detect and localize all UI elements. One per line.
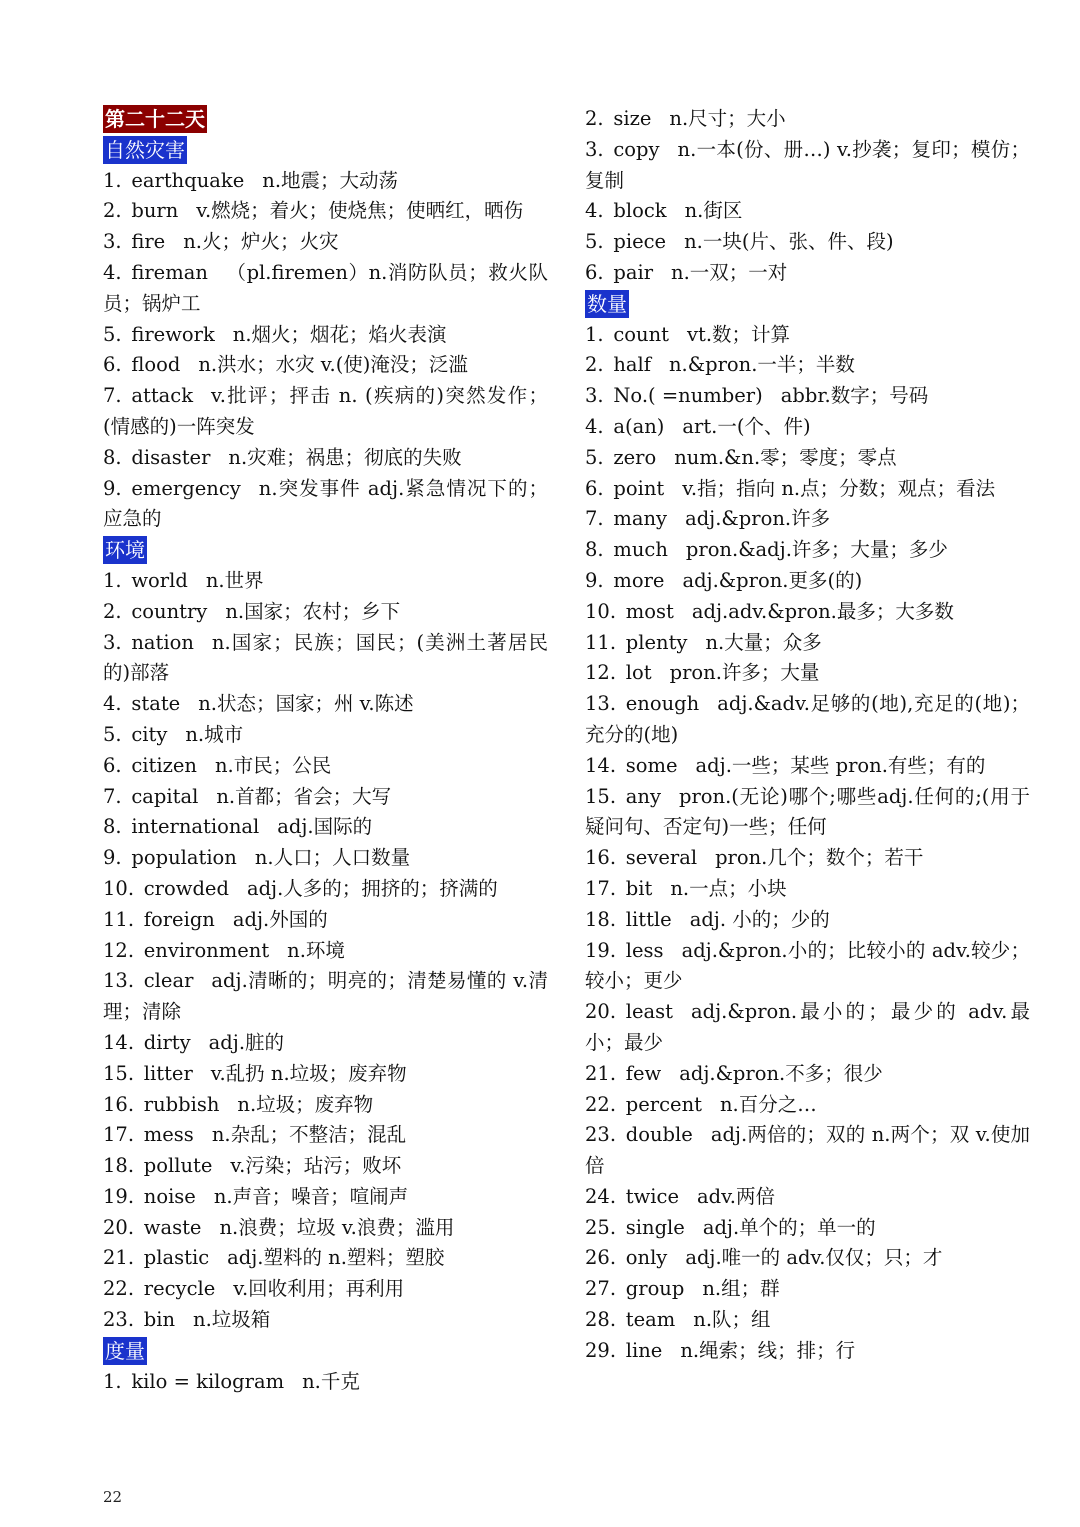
entry-number: 25. bbox=[585, 1215, 617, 1239]
entry-number: 6. bbox=[103, 353, 122, 377]
entry-definition: adj.脏的 bbox=[208, 1030, 285, 1054]
entry-definition: adv.两倍 bbox=[697, 1184, 776, 1208]
entry-word: copy bbox=[613, 137, 660, 161]
entry-word: some bbox=[625, 753, 678, 777]
entry-word: zero bbox=[613, 445, 657, 469]
vocab-entry bbox=[103, 258, 548, 320]
vocab-entry bbox=[103, 1305, 548, 1336]
vocab-entry bbox=[103, 1120, 548, 1151]
entry-definition: adj.&pron.最小的；最少的 adv.最小；最少 bbox=[585, 1000, 1030, 1054]
vocab-entry bbox=[103, 196, 548, 227]
entry-definition: n.市民；公民 bbox=[214, 753, 332, 777]
vocab-entry bbox=[585, 566, 1030, 597]
category-heading bbox=[585, 289, 1030, 320]
entry-definition: v.批评；抨击 n. (疾病的)突然发作；(情感的)一阵突发 bbox=[103, 384, 548, 438]
entry-word: much bbox=[613, 538, 668, 562]
entry-word: fire bbox=[131, 230, 166, 254]
entry-number: 5. bbox=[585, 445, 604, 469]
vocab-entry bbox=[585, 443, 1030, 474]
vocab-entry bbox=[585, 535, 1030, 566]
entry-word: pair bbox=[613, 260, 654, 284]
entry-number: 14. bbox=[103, 1030, 135, 1054]
entry-word: percent bbox=[625, 1092, 702, 1116]
vocab-entry bbox=[103, 350, 548, 381]
entry-definition: n.百分之… bbox=[719, 1092, 817, 1116]
entry-definition: adj.&pron.更多(的) bbox=[682, 568, 863, 592]
entry-word: point bbox=[613, 476, 665, 500]
category-title: 环境 bbox=[105, 538, 145, 563]
entry-word: nation bbox=[131, 630, 194, 654]
vocab-entry bbox=[585, 350, 1030, 381]
day-title: 第二十二天 bbox=[105, 107, 205, 131]
entry-definition: n.环境 bbox=[287, 938, 345, 962]
vocab-entry bbox=[103, 874, 548, 905]
entry-number: 3. bbox=[585, 384, 604, 408]
entry-definition: adj.人多的；拥挤的；挤满的 bbox=[246, 876, 498, 900]
vocab-entry bbox=[585, 782, 1030, 844]
entry-definition: vt.数；计算 bbox=[686, 322, 791, 346]
category-title: 数量 bbox=[587, 291, 627, 316]
entry-number: 8. bbox=[103, 815, 122, 839]
entry-word: bin bbox=[143, 1308, 176, 1332]
vocab-entry bbox=[585, 843, 1030, 874]
entry-number: 21. bbox=[585, 1061, 617, 1085]
vocab-entry bbox=[103, 566, 548, 597]
entry-word: pollute bbox=[143, 1154, 213, 1178]
entry-definition: n.一点；小块 bbox=[670, 876, 787, 900]
category-title: 度量 bbox=[105, 1338, 145, 1363]
entry-definition: adj.塑料的 n.塑料；塑胶 bbox=[227, 1246, 445, 1270]
entry-number: 2. bbox=[103, 199, 122, 223]
entry-definition: n.一双；一对 bbox=[671, 260, 788, 284]
vocab-entry bbox=[585, 905, 1030, 936]
entry-definition: pron.(无论)哪个;哪些adj.任何的;(用于疑问句、否定句)一些；任何 bbox=[585, 784, 1030, 839]
entry-word: earthquake bbox=[131, 168, 245, 192]
entry-number: 1. bbox=[103, 168, 122, 192]
entry-number: 1. bbox=[103, 1369, 122, 1393]
entry-word: twice bbox=[625, 1184, 679, 1208]
entry-number: 16. bbox=[103, 1092, 135, 1116]
vocab-entry bbox=[585, 474, 1030, 505]
vocab-entry bbox=[585, 258, 1030, 289]
day-heading bbox=[103, 104, 548, 135]
vocab-entry bbox=[103, 905, 548, 936]
entry-definition: n.烟火；烟花；焰火表演 bbox=[232, 322, 447, 346]
vocab-entry bbox=[585, 936, 1030, 998]
entry-word: only bbox=[625, 1246, 668, 1270]
entry-number: 27. bbox=[585, 1277, 617, 1301]
vocab-entry bbox=[585, 689, 1030, 751]
entry-word: state bbox=[131, 692, 181, 716]
entry-word: double bbox=[625, 1123, 693, 1147]
entry-number: 19. bbox=[103, 1184, 135, 1208]
vocab-entry bbox=[585, 504, 1030, 535]
vocab-entry bbox=[103, 689, 548, 720]
entry-definition: n.声音；噪音；喧闹声 bbox=[213, 1184, 409, 1208]
vocab-entry bbox=[103, 227, 548, 258]
entry-word: crowded bbox=[143, 876, 229, 900]
entry-word: more bbox=[613, 568, 665, 592]
entry-number: 3. bbox=[103, 630, 122, 654]
entry-number: 15. bbox=[103, 1061, 135, 1085]
entry-word: half bbox=[613, 353, 651, 377]
entry-number: 10. bbox=[103, 876, 135, 900]
vocab-entry bbox=[585, 1090, 1030, 1121]
entry-word: recycle bbox=[143, 1277, 216, 1301]
entry-definition: n.垃圾；废弃物 bbox=[237, 1092, 374, 1116]
vocab-entry bbox=[103, 1090, 548, 1121]
entry-word: citizen bbox=[131, 753, 197, 777]
entry-definition: art.一(个、件) bbox=[682, 414, 811, 438]
entry-definition: n.状态；国家；州 v.陈述 bbox=[198, 692, 414, 716]
entry-definition: n.垃圾箱 bbox=[193, 1308, 271, 1332]
entry-number: 26. bbox=[585, 1246, 617, 1270]
vocab-entry bbox=[585, 1274, 1030, 1305]
entry-word: any bbox=[625, 784, 661, 808]
entry-definition: pron.&adj.许多；大量；多少 bbox=[685, 538, 948, 562]
entry-number: 11. bbox=[585, 630, 617, 654]
entry-number: 20. bbox=[103, 1215, 135, 1239]
left-column bbox=[103, 104, 548, 1397]
entry-definition: v.燃烧；着火；使烧焦；使晒红，晒伤 bbox=[196, 199, 524, 223]
entry-number: 7. bbox=[103, 784, 122, 808]
vocab-entry bbox=[103, 320, 548, 351]
entry-definition: n.街区 bbox=[684, 199, 743, 223]
entry-word: waste bbox=[143, 1215, 202, 1239]
entry-word: emergency bbox=[131, 476, 241, 500]
entry-word: piece bbox=[613, 230, 667, 254]
entry-word: disaster bbox=[131, 445, 211, 469]
vocab-entry bbox=[103, 1028, 548, 1059]
entry-definition: n.一本(份、册…) v.抄袭；复印；模仿；复制 bbox=[585, 137, 1030, 192]
entry-number: 9. bbox=[585, 568, 604, 592]
entry-word: world bbox=[131, 568, 188, 592]
entry-word: lot bbox=[625, 661, 652, 685]
entry-word: attack bbox=[131, 384, 194, 408]
entry-number: 1. bbox=[103, 568, 122, 592]
entry-number: 20. bbox=[585, 1000, 617, 1024]
entry-number: 22. bbox=[103, 1277, 135, 1301]
vocab-entry bbox=[103, 597, 548, 628]
entry-number: 8. bbox=[103, 445, 122, 469]
entry-number: 24. bbox=[585, 1184, 617, 1208]
entry-definition: v.污染；玷污；败坏 bbox=[230, 1154, 402, 1178]
entry-number: 2. bbox=[585, 107, 604, 130]
entry-definition: num.&n.零；零度；零点 bbox=[674, 445, 897, 469]
category-heading bbox=[103, 1336, 548, 1367]
vocab-entry bbox=[103, 381, 548, 443]
entry-word: population bbox=[131, 846, 237, 870]
entry-definition: n.组；群 bbox=[702, 1277, 780, 1301]
entry-number: 18. bbox=[103, 1154, 135, 1178]
entry-number: 22. bbox=[585, 1092, 617, 1116]
entry-number: 5. bbox=[585, 230, 604, 254]
entry-number: 6. bbox=[585, 476, 604, 500]
entry-definition: （pl.firemen）n.消防队员；救火队员；锅炉工 bbox=[103, 260, 548, 315]
vocab-entry bbox=[103, 751, 548, 782]
entry-word: group bbox=[625, 1277, 685, 1301]
entry-word: international bbox=[131, 815, 260, 839]
category-heading bbox=[103, 135, 548, 166]
vocab-entry bbox=[585, 658, 1030, 689]
entry-word: team bbox=[625, 1308, 676, 1332]
entry-definition: adj.唯一的 adv.仅仅；只；才 bbox=[685, 1246, 943, 1270]
entry-definition: n.尺寸；大小 bbox=[669, 107, 786, 130]
entry-number: 17. bbox=[103, 1123, 135, 1147]
entry-word: single bbox=[625, 1215, 685, 1239]
entry-definition: adj.两倍的；双的 n.两个；双 v.使加倍 bbox=[585, 1123, 1030, 1178]
vocab-entry bbox=[103, 1213, 548, 1244]
entry-word: bit bbox=[625, 876, 653, 900]
vocab-entry bbox=[585, 227, 1030, 258]
vocab-entry bbox=[585, 104, 1030, 135]
entry-definition: adj.&pron.不多；很少 bbox=[679, 1061, 883, 1085]
entry-number: 6. bbox=[585, 260, 604, 284]
entry-word: few bbox=[625, 1061, 662, 1085]
vocab-entry bbox=[585, 381, 1030, 412]
vocab-entry bbox=[103, 628, 548, 690]
right-column bbox=[585, 104, 1030, 1367]
entry-number: 2. bbox=[585, 353, 604, 377]
entry-word: fireman bbox=[131, 260, 208, 284]
vocab-entry bbox=[103, 1367, 548, 1398]
entry-definition: n.千克 bbox=[302, 1369, 360, 1393]
entry-number: 13. bbox=[585, 692, 617, 716]
entry-word: block bbox=[613, 199, 667, 223]
entry-number: 9. bbox=[103, 476, 122, 500]
entry-definition: n.杂乱；不整洁；混乱 bbox=[211, 1123, 407, 1147]
entry-number: 7. bbox=[585, 507, 604, 531]
vocab-entry bbox=[585, 135, 1030, 197]
entry-definition: adj.adv.&pron.最多；大多数 bbox=[691, 599, 954, 623]
page-number: 22 bbox=[103, 1488, 123, 1506]
vocab-entry bbox=[585, 196, 1030, 227]
entry-word: flood bbox=[131, 353, 181, 377]
entry-definition: adj.&pron.许多 bbox=[685, 507, 831, 531]
entry-word: environment bbox=[143, 938, 270, 962]
entry-definition: n.一块(片、张、件、段) bbox=[684, 230, 894, 254]
entry-word: little bbox=[625, 907, 672, 931]
vocab-entry bbox=[585, 1305, 1030, 1336]
entry-number: 19. bbox=[585, 938, 617, 962]
vocab-entry bbox=[103, 966, 548, 1028]
entry-number: 18. bbox=[585, 907, 617, 931]
entry-word: many bbox=[613, 507, 668, 531]
entry-number: 11. bbox=[103, 907, 135, 931]
entry-definition: adj.国际的 bbox=[277, 815, 373, 839]
entry-word: noise bbox=[143, 1184, 196, 1208]
category-heading bbox=[103, 535, 548, 566]
entry-number: 3. bbox=[103, 230, 122, 254]
entry-number: 23. bbox=[103, 1308, 135, 1332]
entry-number: 15. bbox=[585, 784, 617, 808]
entry-word: size bbox=[613, 107, 652, 130]
vocab-entry bbox=[103, 782, 548, 813]
entry-word: litter bbox=[143, 1061, 193, 1085]
entry-number: 4. bbox=[103, 692, 122, 716]
entry-number: 3. bbox=[585, 137, 604, 161]
entry-number: 17. bbox=[585, 876, 617, 900]
vocab-entry bbox=[103, 166, 548, 197]
vocab-entry bbox=[585, 1336, 1030, 1367]
entry-definition: adj.一些；某些 pron.有些；有的 bbox=[695, 753, 986, 777]
entry-number: 16. bbox=[585, 846, 617, 870]
entry-number: 5. bbox=[103, 322, 122, 346]
entry-number: 8. bbox=[585, 538, 604, 562]
entry-definition: n.火；炉火；火灾 bbox=[183, 230, 339, 254]
entry-number: 9. bbox=[103, 846, 122, 870]
vocab-entry bbox=[585, 320, 1030, 351]
vocab-entry bbox=[585, 1213, 1030, 1244]
entry-word: rubbish bbox=[143, 1092, 220, 1116]
vocab-entry bbox=[585, 628, 1030, 659]
entry-definition: v.指；指向 n.点；分数；观点；看法 bbox=[682, 476, 996, 500]
entry-definition: n.国家；民族；国民；(美洲土著居民的)部落 bbox=[103, 630, 548, 685]
entry-definition: v.回收利用；再利用 bbox=[233, 1277, 405, 1301]
entry-definition: n.灾难；祸患；彻底的失败 bbox=[228, 445, 462, 469]
vocab-entry bbox=[585, 1059, 1030, 1090]
entry-definition: n.&pron.一半；半数 bbox=[669, 353, 855, 377]
vocab-entry bbox=[103, 443, 548, 474]
vocab-entry bbox=[585, 997, 1030, 1059]
entry-word: city bbox=[131, 722, 168, 746]
entry-number: 12. bbox=[585, 661, 617, 685]
entry-word: No.( =number) bbox=[613, 384, 763, 408]
entry-word: kilo = kilogram bbox=[131, 1369, 285, 1393]
vocab-entry bbox=[103, 936, 548, 967]
entry-number: 4. bbox=[585, 414, 604, 438]
entry-definition: n.绳索；线；排；行 bbox=[680, 1338, 856, 1362]
entry-definition: n.突发事件 adj.紧急情况下的；应急的 bbox=[103, 476, 548, 531]
entry-definition: adj.&adv.足够的(地),充足的(地)；充分的(地) bbox=[585, 692, 1030, 746]
entry-definition: adj. 小的；少的 bbox=[689, 907, 830, 931]
entry-definition: n.城市 bbox=[185, 722, 244, 746]
entry-word: clear bbox=[143, 969, 194, 993]
entry-word: plastic bbox=[143, 1246, 210, 1270]
entry-definition: adj.&pron.小的；比较小的 adv.较少；较小；更少 bbox=[585, 938, 1030, 993]
vocab-entry bbox=[103, 843, 548, 874]
vocab-entry bbox=[103, 1274, 548, 1305]
entry-number: 28. bbox=[585, 1308, 617, 1332]
category-title: 自然灾害 bbox=[105, 137, 185, 162]
entry-number: 4. bbox=[585, 199, 604, 223]
entry-definition: n.人口；人口数量 bbox=[254, 846, 411, 870]
vocab-entry bbox=[585, 1182, 1030, 1213]
entry-word: count bbox=[613, 322, 669, 346]
entry-number: 12. bbox=[103, 938, 135, 962]
entry-word: mess bbox=[143, 1123, 194, 1147]
entry-definition: n.世界 bbox=[205, 568, 264, 592]
entry-number: 1. bbox=[585, 322, 604, 346]
vocab-entry bbox=[585, 1243, 1030, 1274]
vocab-entry bbox=[585, 597, 1030, 628]
vocab-entry bbox=[103, 1059, 548, 1090]
entry-definition: adj.单个的；单一的 bbox=[702, 1215, 876, 1239]
entry-definition: pron.许多；大量 bbox=[669, 661, 820, 685]
entry-word: firework bbox=[131, 322, 215, 346]
entry-number: 10. bbox=[585, 599, 617, 623]
entry-definition: n.首都；省会；大写 bbox=[216, 784, 392, 808]
entry-definition: adj.外国的 bbox=[232, 907, 328, 931]
vocab-entry bbox=[585, 1120, 1030, 1182]
entry-word: line bbox=[625, 1338, 663, 1362]
entry-definition: pron.几个；数个；若干 bbox=[715, 846, 924, 870]
entry-word: enough bbox=[625, 692, 700, 716]
entry-word: dirty bbox=[143, 1030, 191, 1054]
entry-word: capital bbox=[131, 784, 199, 808]
entry-word: least bbox=[625, 1000, 674, 1024]
entry-number: 21. bbox=[103, 1246, 135, 1270]
entry-number: 5. bbox=[103, 722, 122, 746]
entry-number: 13. bbox=[103, 969, 135, 993]
entry-definition: adj.清晰的；明亮的；清楚易懂的 v.清理；清除 bbox=[103, 969, 548, 1024]
vocab-entry bbox=[585, 874, 1030, 905]
entry-definition: n.浪费；垃圾 v.浪费；滥用 bbox=[219, 1215, 455, 1239]
entry-definition: v.乱扔 n.垃圾；废弃物 bbox=[210, 1061, 407, 1085]
entry-number: 23. bbox=[585, 1123, 617, 1147]
entry-word: most bbox=[625, 599, 674, 623]
entry-number: 2. bbox=[103, 599, 122, 623]
entry-word: plenty bbox=[625, 630, 688, 654]
vocab-entry bbox=[103, 1182, 548, 1213]
entry-word: a(an) bbox=[613, 414, 665, 438]
entry-word: several bbox=[625, 846, 698, 870]
vocab-entry bbox=[585, 751, 1030, 782]
vocab-entry bbox=[585, 412, 1030, 443]
entry-definition: n.洪水；水灾 v.(使)淹没；泛滥 bbox=[198, 353, 468, 377]
entry-number: 6. bbox=[103, 753, 122, 777]
entry-definition: n.地震；大动荡 bbox=[262, 168, 399, 192]
entry-number: 14. bbox=[585, 753, 617, 777]
entry-definition: abbr.数字；号码 bbox=[780, 384, 929, 408]
entry-number: 29. bbox=[585, 1338, 617, 1362]
vocab-entry bbox=[103, 1243, 548, 1274]
vocab-entry bbox=[103, 720, 548, 751]
entry-definition: n.国家；农村；乡下 bbox=[225, 599, 401, 623]
entry-word: foreign bbox=[143, 907, 215, 931]
entry-number: 7. bbox=[103, 384, 122, 408]
entry-number: 4. bbox=[103, 260, 122, 284]
entry-word: country bbox=[131, 599, 208, 623]
entry-definition: n.队；组 bbox=[693, 1308, 771, 1332]
entry-definition: n.大量；众多 bbox=[705, 630, 822, 654]
entry-word: less bbox=[625, 938, 664, 962]
vocab-entry bbox=[103, 1151, 548, 1182]
entry-word: burn bbox=[131, 199, 179, 223]
vocab-entry bbox=[103, 812, 548, 843]
vocab-entry bbox=[103, 474, 548, 536]
